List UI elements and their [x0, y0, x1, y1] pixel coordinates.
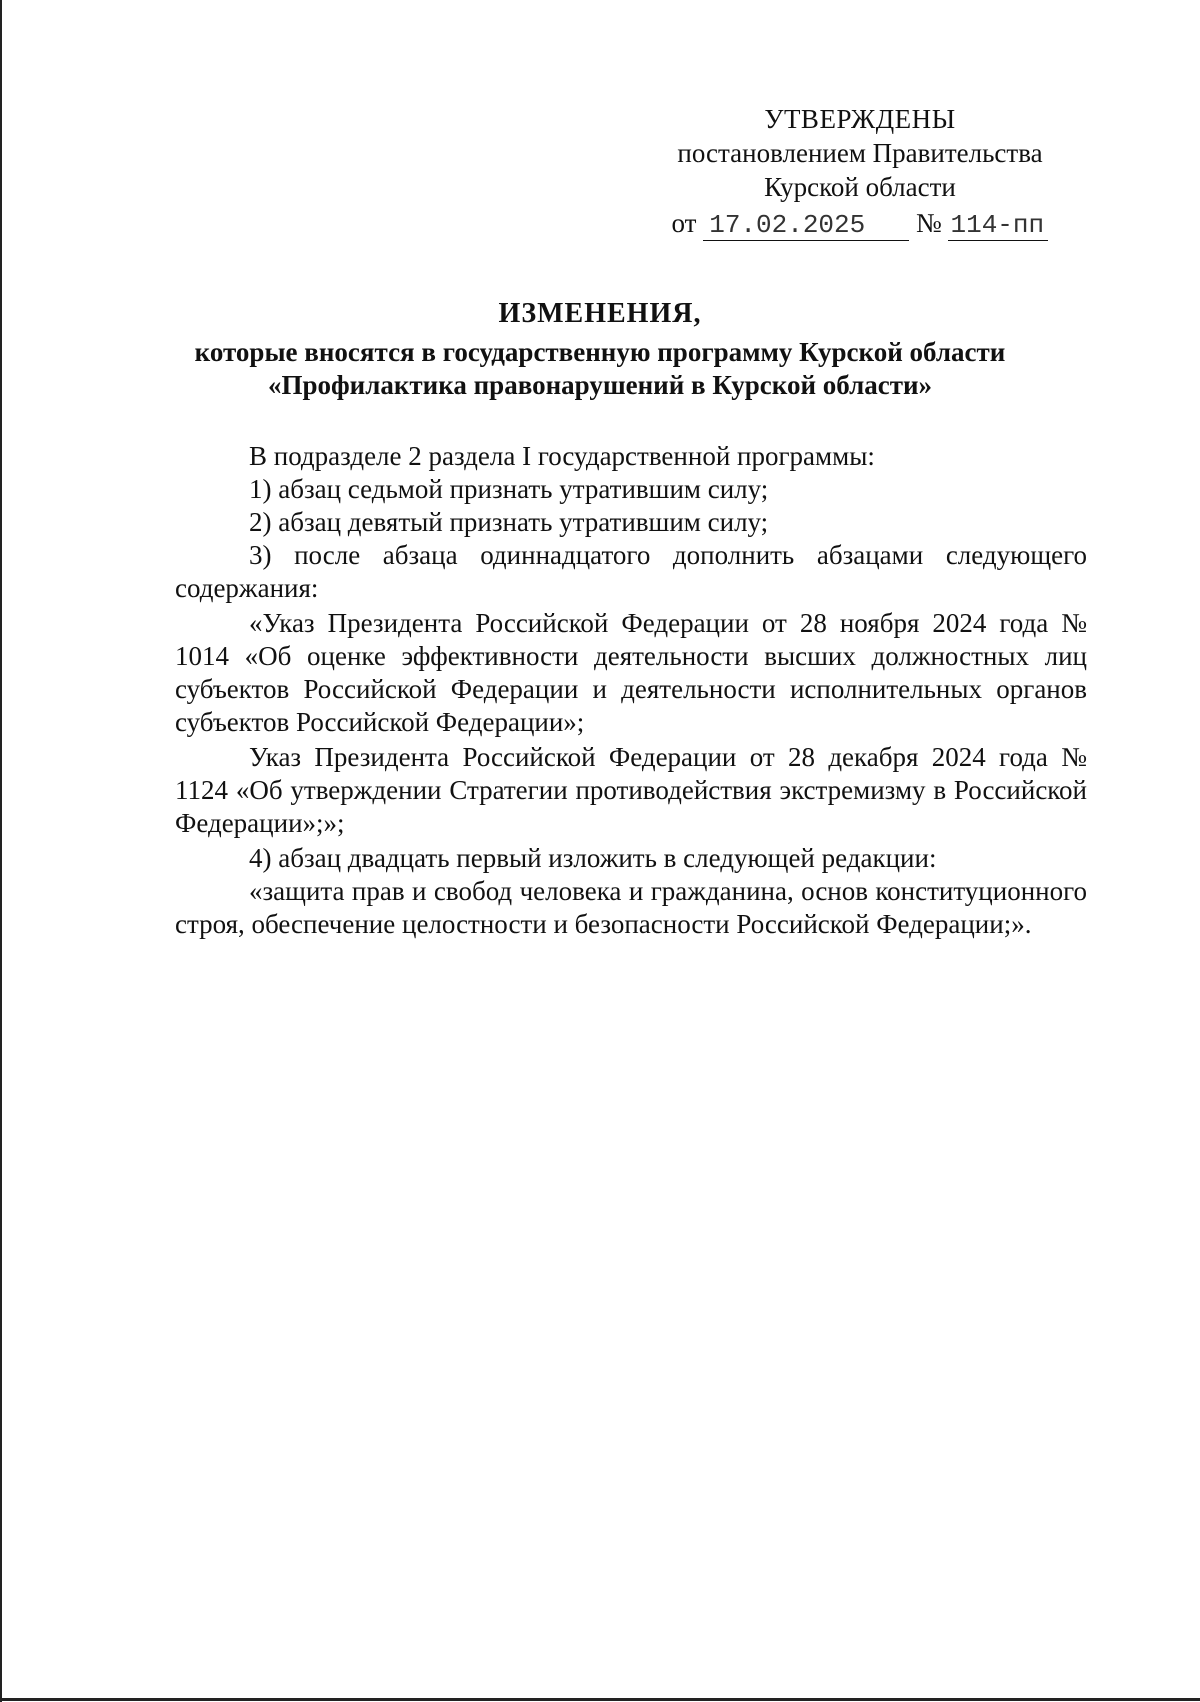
approval-line-2: Курской области — [764, 172, 956, 202]
number-prefix: № — [915, 208, 942, 238]
document-body — [175, 440, 1087, 941]
approval-title: УТВЕРЖДЕНЫ — [764, 104, 956, 134]
scan-bottom-edge — [0, 1698, 1200, 1701]
scan-left-edge — [0, 0, 2, 1702]
document-title: ИЗМЕНЕНИЯ, — [498, 298, 702, 329]
paragraph-item-1: 1) абзац седьмой признать утратившим силу; — [249, 474, 769, 504]
paragraph-intro: В подразделе 2 раздела I государственной программы: — [249, 441, 875, 471]
paragraph-quote-3: «защита прав и свобод человека и гражданина, основ конституционного строя, обеспечение целостности и безопасности Российской Федерации;». — [175, 876, 1087, 939]
paragraph-quote-1: «Указ Президента Российской Федерации от 28 ноября 2024 года № 1014 «Об оценке эффективности деятельности высших должностных лиц субъектов Российской Федерации и деятельности исполнительных органов субъектов Российской Федерации»; — [175, 608, 1087, 737]
approval-line-1: постановлением Правительства — [677, 138, 1043, 168]
subtitle-line-2: «Профилактика правонарушений в Курской области» — [267, 370, 933, 400]
subtitle-line-1: которые вносятся в государственную программу Курской области — [194, 337, 1006, 367]
paragraph-item-2: 2) абзац девятый признать утратившим силу; — [249, 507, 769, 537]
document-subtitle — [150, 336, 1050, 402]
date-value: 17.02.2025 — [703, 210, 909, 241]
number-value: 114-пп — [948, 210, 1048, 241]
paragraph-quote-2: Указ Президента Российской Федерации от 28 декабря 2024 года № 1124 «Об утверждении Стратегии противодействия экстремизму в Российской Федерации»;»; — [175, 742, 1087, 838]
approval-block — [640, 102, 1080, 241]
paragraph-item-4: 4) абзац двадцать первый изложить в следующей редакции: — [249, 843, 937, 873]
approval-date-line — [640, 206, 1080, 241]
date-prefix: от — [671, 208, 697, 238]
paragraph-item-3: 3) после абзаца одиннадцатого дополнить абзацами следующего содержания: — [175, 540, 1087, 603]
